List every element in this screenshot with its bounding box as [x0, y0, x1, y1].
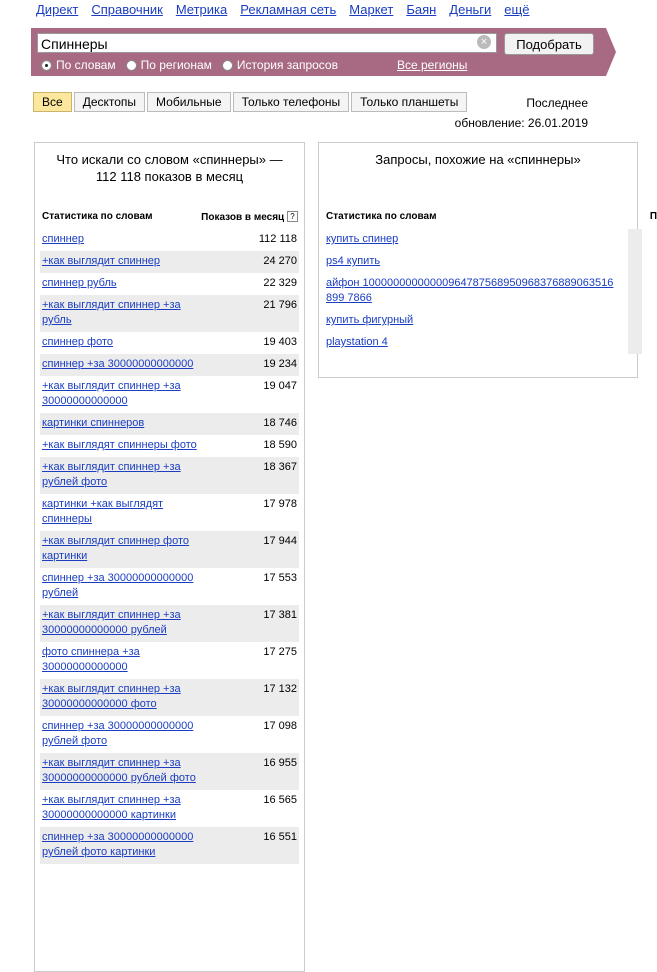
table-row: [40, 435, 299, 457]
impressions-count: 17 098: [263, 720, 297, 732]
query-link[interactable]: +как выглядит спиннер +за 30000000000000 рублей: [42, 609, 181, 636]
query-link[interactable]: спиннер +за 30000000000000: [42, 358, 194, 370]
search-mode-option[interactable]: [222, 58, 338, 72]
similar-queries-panel: [318, 142, 657, 378]
search-mode-radios: [41, 58, 348, 72]
nav-link[interactable]: ещё: [504, 2, 530, 17]
impressions-count: 19 403: [263, 336, 297, 348]
impressions-count: 17 381: [263, 609, 297, 621]
radio-label: По словам: [56, 58, 116, 72]
col-words-header: Статистика по словам: [326, 211, 437, 222]
update-line-2: обновление: 26.01.2019: [454, 116, 588, 130]
impressions-count: 17 275: [263, 646, 297, 658]
impressions-count: 16 565: [263, 794, 297, 806]
nav-link[interactable]: Деньги: [449, 2, 492, 17]
nav-link[interactable]: Справочник: [91, 2, 163, 17]
query-link[interactable]: спиннер +за 30000000000000 рублей: [42, 572, 194, 599]
nav-link[interactable]: Рекламная сеть: [240, 2, 337, 17]
table-row: [40, 494, 299, 531]
filter-tab[interactable]: Мобильные: [147, 92, 231, 112]
col-impressions-label: Показов в месяц: [201, 212, 285, 223]
filter-tab[interactable]: Только планшеты: [351, 92, 467, 112]
filter-tab[interactable]: Только телефоны: [233, 92, 350, 112]
table-row: [40, 229, 299, 251]
query-link[interactable]: спиннер +за 30000000000000 рублей фото картинки: [42, 831, 194, 858]
help-icon[interactable]: ?: [287, 211, 298, 222]
radio-label: По регионам: [140, 58, 212, 72]
word-stats-list: [40, 229, 299, 864]
word-stats-panel: [34, 142, 305, 972]
table-row: [40, 376, 299, 413]
search-bar: [31, 28, 606, 76]
query-link[interactable]: playstation 4: [326, 336, 388, 348]
query-link[interactable]: +как выглядит спиннер +за 30000000000000 картинки: [42, 794, 181, 821]
table-row: [324, 310, 632, 332]
query-link[interactable]: +как выглядит спиннер +за 30000000000000 фото: [42, 683, 181, 710]
radio-label: История запросов: [236, 58, 338, 72]
table-row: [40, 790, 299, 827]
search-mode-option[interactable]: [126, 58, 212, 72]
impressions-count: 18 367: [263, 461, 297, 473]
impressions-count: 21 796: [263, 299, 297, 311]
impressions-count: 17 978: [263, 498, 297, 510]
radio-button[interactable]: [222, 60, 233, 71]
table-row: [324, 332, 632, 354]
clear-icon[interactable]: ×: [477, 35, 491, 49]
table-row: [40, 716, 299, 753]
count-cell: [628, 273, 642, 310]
query-link[interactable]: купить спинер: [326, 233, 399, 245]
table-row: [40, 679, 299, 716]
table-header: [42, 211, 298, 222]
query-link[interactable]: +как выглядит спиннер +за рублей фото: [42, 461, 181, 488]
nav-link[interactable]: Метрика: [175, 2, 228, 17]
table-row: [40, 354, 299, 376]
table-row: [40, 605, 299, 642]
count-cell: [628, 332, 642, 354]
nav-link[interactable]: Баян: [406, 2, 437, 17]
query-link[interactable]: +как выглядит спиннер +за 30000000000000 рублей фото: [42, 757, 196, 784]
impressions-count: 16 551: [263, 831, 297, 843]
table-row: [324, 273, 632, 310]
submit-button[interactable]: Подобрать: [504, 33, 594, 55]
query-link[interactable]: спиннер: [42, 233, 84, 245]
query-link[interactable]: +как выглядят спиннеры фото: [42, 439, 197, 451]
table-row: [40, 827, 299, 864]
panel-title: Что искали со словом «спиннеры» — 112 118 показов в месяц: [56, 152, 283, 184]
count-cell: [628, 310, 642, 332]
nav-link[interactable]: Маркет: [349, 2, 394, 17]
impressions-count: 22 329: [263, 277, 297, 289]
impressions-count: 17 132: [263, 683, 297, 695]
filter-tab[interactable]: Все: [33, 92, 72, 112]
table-row: [40, 457, 299, 494]
query-link[interactable]: +как выглядит спиннер: [42, 255, 161, 267]
update-info: [455, 93, 588, 133]
table-row: [40, 753, 299, 790]
impressions-count: 17 944: [263, 535, 297, 547]
query-link[interactable]: спиннер фото: [42, 336, 114, 348]
impressions-count: 24 270: [263, 255, 297, 267]
radio-button[interactable]: [41, 60, 52, 71]
query-link[interactable]: +как выглядит спиннер +за 30000000000000: [42, 380, 181, 407]
impressions-count: 18 746: [263, 417, 297, 429]
col-impressions-header: П: [649, 211, 657, 222]
query-link[interactable]: ps4 купить: [326, 255, 381, 267]
top-nav: [36, 2, 542, 18]
table-header: [326, 211, 657, 222]
query-link[interactable]: спиннер рубль: [42, 277, 117, 289]
impressions-count: 19 047: [263, 380, 297, 392]
search-input[interactable]: Спиннеры: [37, 33, 497, 53]
impressions-count: 16 955: [263, 757, 297, 769]
table-row: [324, 229, 632, 251]
count-cell: [628, 229, 642, 251]
table-row: [40, 332, 299, 354]
col-words-header: Статистика по словам: [42, 211, 153, 222]
table-row: [40, 642, 299, 679]
count-cell: [628, 251, 642, 273]
impressions-count: 19 234: [263, 358, 297, 370]
table-row: [324, 251, 632, 273]
query-link[interactable]: купить фигурный: [326, 314, 414, 326]
table-row: [40, 531, 299, 568]
query-link[interactable]: картинки +как выглядят спиннеры: [42, 498, 164, 525]
query-link[interactable]: спиннер +за 30000000000000 рублей фото: [42, 720, 194, 747]
query-link[interactable]: +как выглядит спиннер фото картинки: [42, 535, 190, 562]
query-link[interactable]: картинки спиннеров: [42, 417, 145, 429]
device-filter-tabs: [33, 92, 469, 112]
update-line-1: Последнее: [526, 96, 588, 110]
col-impressions-header: [201, 211, 298, 223]
impressions-count: 17 553: [263, 572, 297, 584]
table-row: [40, 568, 299, 605]
impressions-count: 112 118: [258, 233, 297, 245]
all-regions-link[interactable]: Все регионы: [397, 58, 468, 72]
filter-tab[interactable]: Десктопы: [74, 92, 145, 112]
table-row: [40, 251, 299, 273]
similar-queries-list: [324, 229, 632, 354]
table-row: [40, 273, 299, 295]
table-row: [40, 413, 299, 435]
query-link[interactable]: айфон 10000000000000964787568950968376889063516899 7866: [326, 277, 614, 304]
radio-button[interactable]: [126, 60, 137, 71]
table-row: [40, 295, 299, 332]
panel-title: Запросы, похожие на «спиннеры»: [375, 152, 581, 167]
nav-link[interactable]: Директ: [36, 2, 79, 17]
query-link[interactable]: фото спиннера +за 30000000000000: [42, 646, 140, 673]
search-mode-option[interactable]: [41, 58, 116, 72]
impressions-count: 18 590: [263, 439, 297, 451]
query-link[interactable]: +как выглядит спиннер +за рубль: [42, 299, 181, 326]
